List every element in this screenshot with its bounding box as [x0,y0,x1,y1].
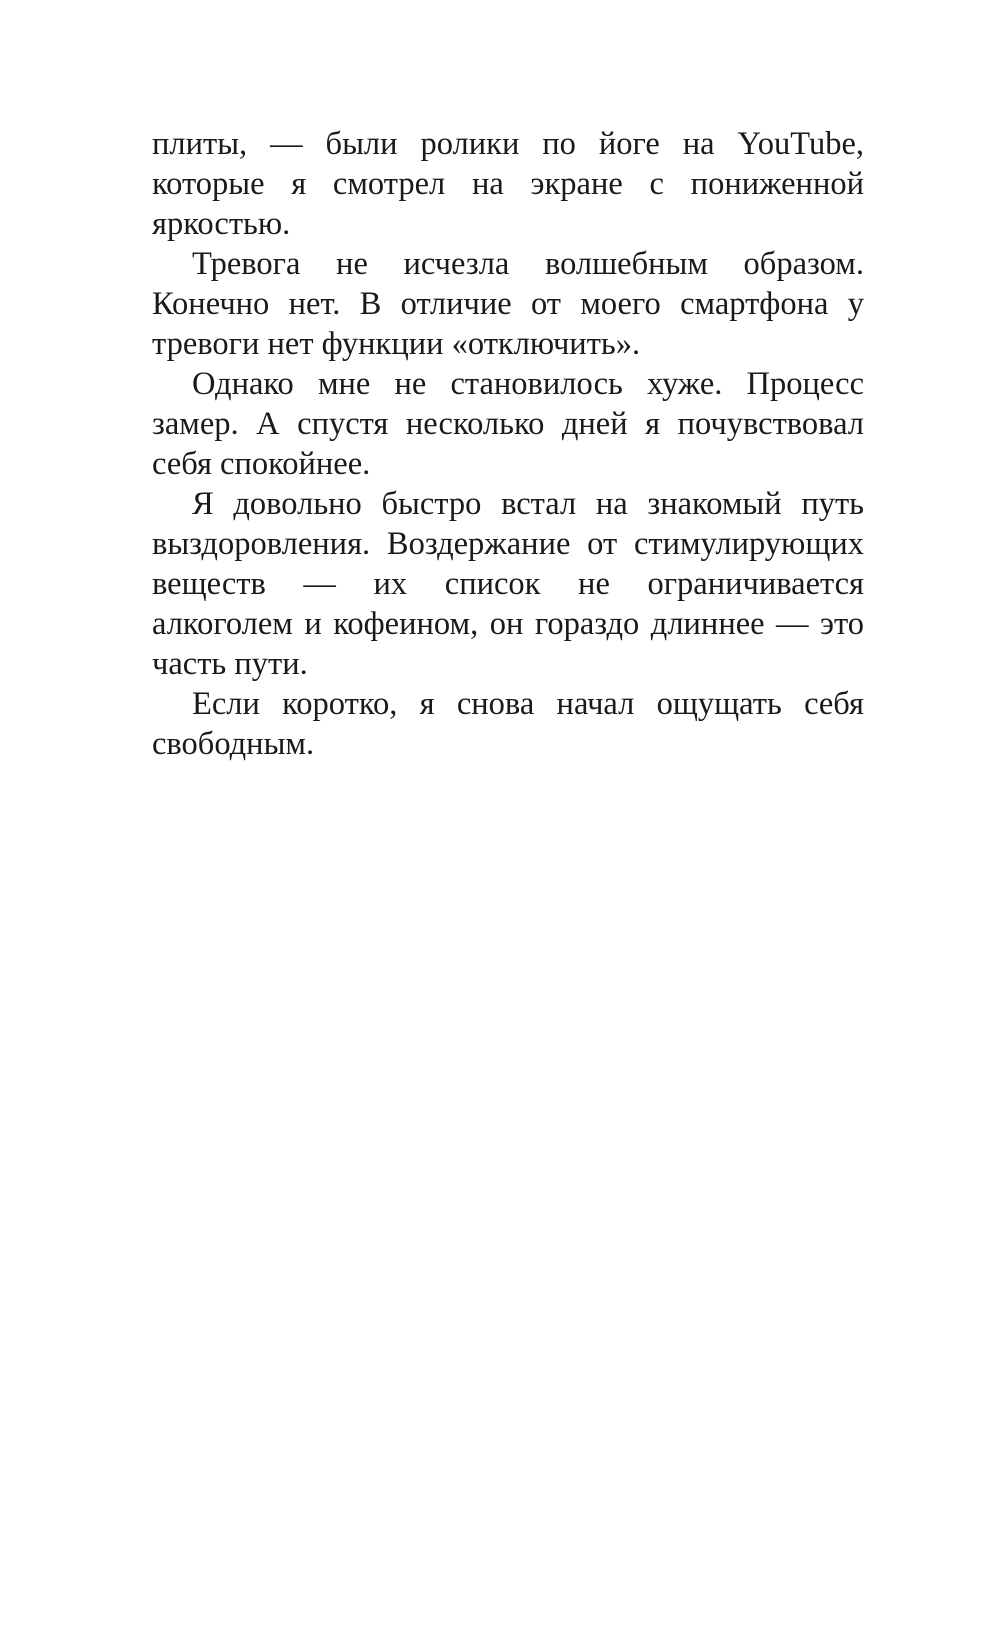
body-text [152,124,864,764]
paragraph-recovery: Я довольно быстро встал на знакомый путь выздоровления. Воздержание от стимулирующих веществ — их список не ограничивается алкоголем и кофеином, он гораздо длиннее — это часть пути. [152,486,864,682]
paragraph-process: Однако мне не становилось хуже. Процесс замер. А спустя несколько дней я почувствовал себя спокойнее. [152,366,864,482]
paragraph-continuation: плиты, — были ролики по йоге на YouTube, которые я смотрел на экране с пониженной яркостью. [152,126,864,242]
paragraph-anxiety: Тревога не исчезла волшебным образом. Конечно нет. В отличие от моего смартфона у тревоги нет функции «отключить». [152,246,864,362]
paragraph-freedom: Если коротко, я снова начал ощущать себя свободным. [152,686,864,762]
